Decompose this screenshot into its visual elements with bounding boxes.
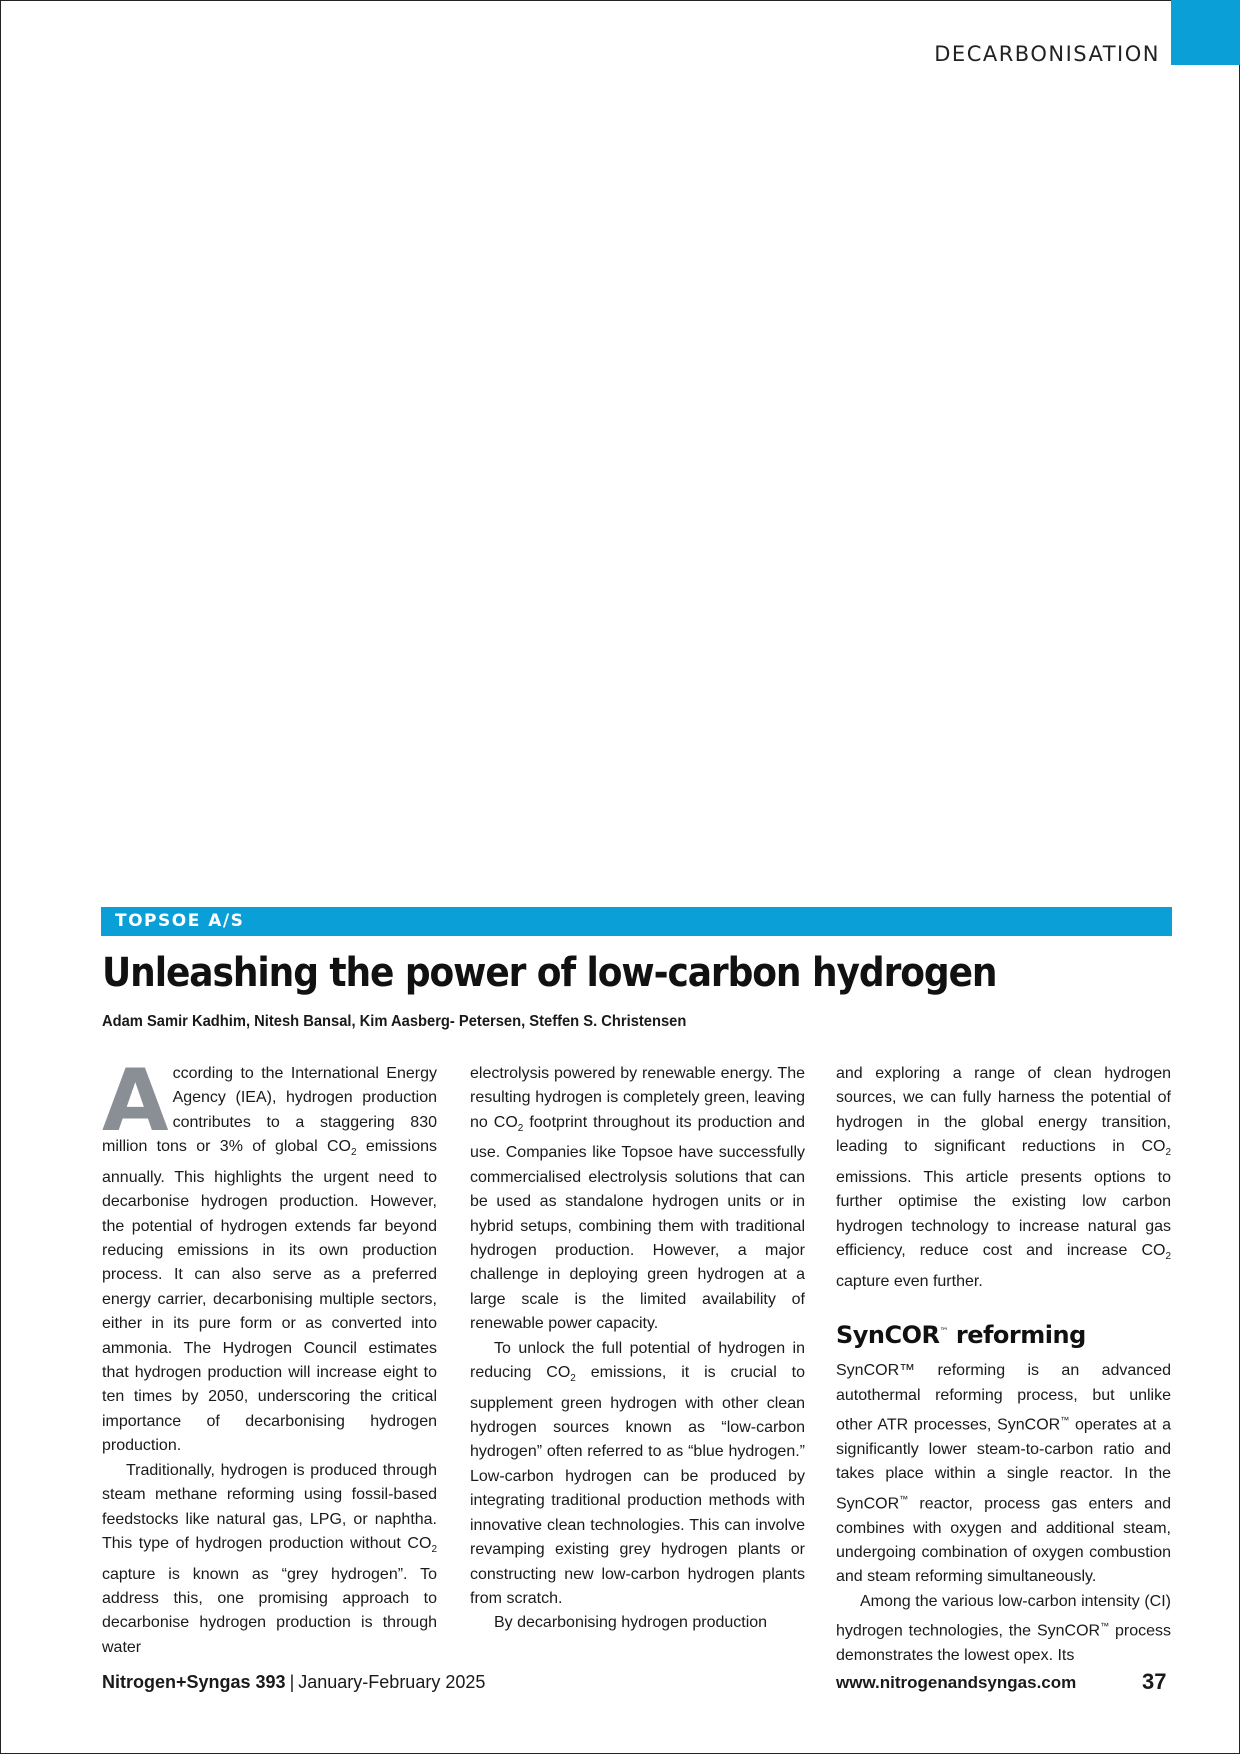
- article-title: Unleashing the power of low-carbon hydrogen: [102, 950, 997, 996]
- paragraph: To unlock the full potential of hydrogen in reducing $CO_2$ emissions, it is crucial to supplement green hydrogen with other clean hydrogen sources known as “low-carbon hydrogen” often referred to as “blue hydrogen.” Low-carbon hydrogen can be produced by integrating traditional production methods with innovative clean technologies. This can involve revamping existing grey hydrogen plants or constructing new low-carbon hydrogen plants from scratch.: [470, 1339, 805, 1607]
- section-label: DECARBONISATION: [934, 42, 1160, 66]
- paragraph: SynCOR™ reforming is an advanced autothermal reforming process, but unlike other ATR processes, SynCOR™ operates at a significantly lower steam-to-carbon ratio and takes place within a single reactor. In the SynCOR™ reactor, process gas enters and combines with oxygen and additional steam, undergoing combination of oxygen combustion and steam reforming simultaneously.: [836, 1362, 1171, 1586]
- text-column-1: [102, 1051, 438, 1660]
- drop-cap: A: [102, 1051, 169, 1151]
- issue-date: January-February 2025: [298, 1672, 486, 1692]
- page-number: 37: [1142, 1669, 1167, 1694]
- paragraph: According to the International Energy Agency (IEA), hydrogen production contributes to a staggering 830 million tons or 3% of global $CO_2$ emissions annually. This highlights the urgent need to decarbonise hydrogen production. However, the potential of hydrogen extends far beyond reducing emissions in its own production process. It can also serve as a preferred energy carrier, decarbonising multiple sectors, either in its pure form or as converted into ammonia. The Hydrogen Council estimates that hydrogen production will increase eight to ten times by 2050, underscoring the critical importance of decarbonising hydrogen production.: [102, 1051, 438, 1455]
- paragraph: By decarbonising hydrogen production: [494, 1614, 768, 1632]
- corner-color-tab: [1171, 0, 1240, 65]
- paragraph: Traditionally, hydrogen is produced through steam methane reforming using fossil-based feedstocks like natural gas, LPG, or naphtha. This type of hydrogen production without $CO_2$ capture is known as “grey hydrogen”. To address this, one promising approach to decarbonise hydrogen production is through water: [102, 1461, 437, 1656]
- paragraph: electrolysis powered by renewable energy. The resulting hydrogen is completely green, leaving no $CO_2$ footprint throughout its production and use. Companies like Topsoe have successfully commercialised electrolysis solutions that can be used as standalone hydrogen units or in hybrid setups, combining them with traditional hydrogen production. However, a major challenge in deploying green hydrogen at a large scale is the limited availability of renewable power capacity.: [470, 1065, 805, 1333]
- paragraph: and exploring a range of clean hydrogen sources, we can fully harness the potential of hydrogen in the global energy transition, leading to significant reductions in $CO_2$ emissions. This article presents options to further optimise the existing low carbon hydrogen technology to increase natural gas efficiency, reduce cost and increase $CO_2$ capture even further.: [836, 1065, 1171, 1290]
- publication-name: Nitrogen+Syngas 393: [102, 1672, 286, 1692]
- text-column-2: [470, 1062, 805, 1636]
- paragraph: Among the various low-carbon intensity (CI) hydrogen technologies, the SynCOR™ process demonstrates the lowest opex. Its: [836, 1592, 1171, 1664]
- footer-publication: [102, 1672, 485, 1693]
- section-subheading: SynCOR™ reforming: [836, 1321, 1086, 1350]
- text-column-3: [836, 1062, 1171, 1668]
- company-bar: TOPSOE A/S: [101, 907, 1172, 936]
- footer-website-link[interactable]: www.nitrogenandsyngas.com: [836, 1673, 1077, 1692]
- article-authors: Adam Samir Kadhim, Nitesh Bansal, Kim Aasberg- Petersen, Steffen S. Christensen: [102, 1013, 687, 1030]
- footer-separator: |: [289, 1672, 295, 1692]
